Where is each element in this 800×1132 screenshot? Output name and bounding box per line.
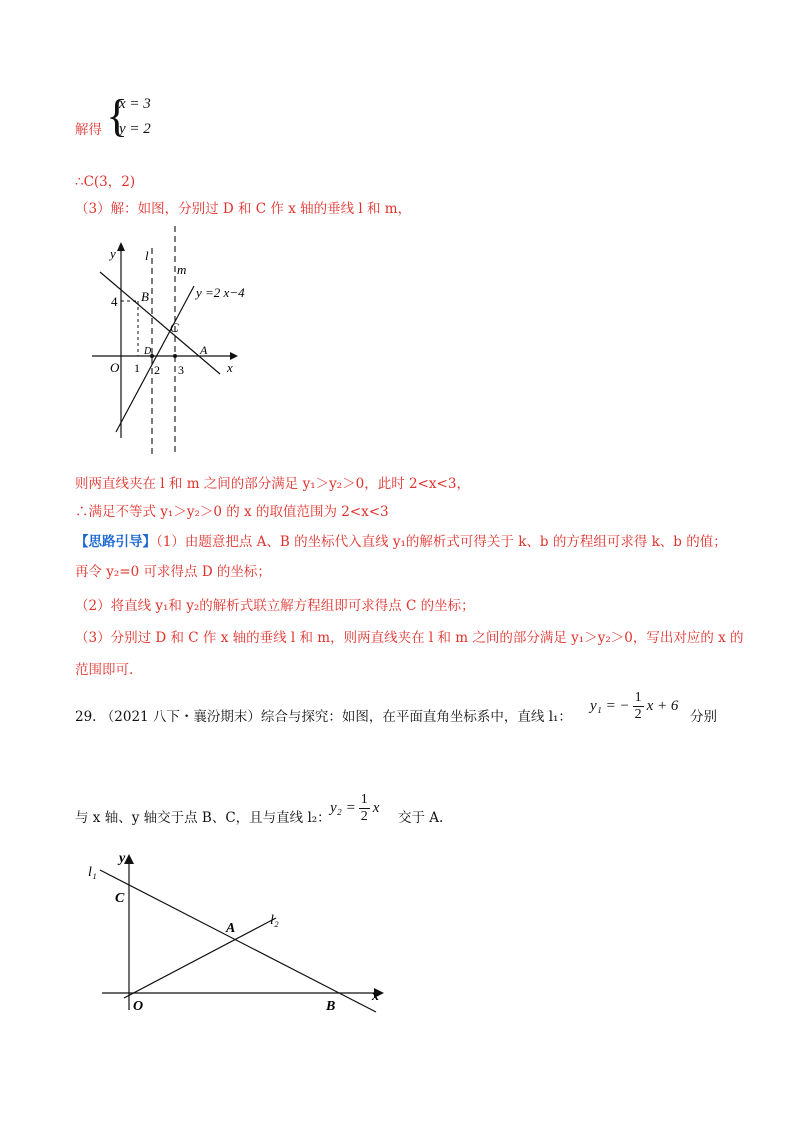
l-line-label: l [145,248,149,263]
eq1-fraction [633,690,644,723]
m-line-label: m [177,262,187,277]
eq1-denominator: 2 [634,707,642,722]
y-axis-label: y [119,851,126,866]
hint-tag: 【思路引导】 [75,534,156,550]
eq2-left: y₂ = [330,800,356,816]
q29-equation-1 [590,690,678,723]
solve-equation-1: x = 3 [119,96,151,112]
origin-label: O [110,360,120,375]
q29-text-a: 29. （2021 八下・襄汾期末）综合与探究：如图，在平面直角坐标系中，直线 l₁： [75,709,572,725]
hint-text-1: （1）由题意把点 A、B 的坐标代入直线 y₁的解析式可得关于 k、b 的方程组可求得 k、b 的值； [156,534,727,550]
y-four-label: 4 [111,294,118,309]
figure-1-graph [90,222,250,462]
line-y2 [116,286,194,432]
x-axis-label: x [372,989,379,1004]
line-l2 [124,918,276,998]
point-c-label: C [115,891,125,906]
point-3 [173,354,177,358]
point-a-label: A [226,921,236,936]
y-axis-arrow [117,242,125,251]
eq1-right: x + 6 [646,698,679,714]
eq2-right: x [372,800,380,816]
hint-line-2: 再令 y₂=0 可求得点 D 的坐标； [75,564,271,580]
point-b-label: B [326,999,336,1014]
x-three-label: 3 [178,363,184,377]
conclusion-line-2: ∴满足不等式 y₁＞y₂＞0 的 x 的取值范围为 2<x<3 [75,504,389,520]
hint-line-1 [75,532,727,552]
line-equation-label: y =2 x−4 [196,285,245,300]
eq2-numerator: 1 [360,792,368,807]
x-axis-label: x [227,360,233,375]
y-axis-arrow [124,854,134,864]
hint-line-3: （2）将直线 y₁和 y₂的解析式联立解方程组即可求得点 C 的坐标； [75,598,475,614]
q29-text-d: 交于 A. [398,810,444,826]
solve-label: 解得 [75,122,102,138]
point-a-label: A [200,343,208,357]
x-axis-arrow [230,352,238,360]
result-point-c: ∴C(3，2) [75,174,136,190]
hint-line-5: 范围即可. [75,662,134,678]
line-l1 [100,870,376,1012]
hint-line-4: （3）分别过 D 和 C 作 x 轴的垂线 l 和 m，则两直线夹在 l 和 m 之间的部分满足 y₁＞y₂＞0，写出对应的 x 的 [75,630,744,646]
point-c-label: C [170,320,179,335]
solve-equation-2: y = 2 [119,121,151,137]
eq2-fraction [359,792,370,825]
q29-text-b: 分别 [690,709,717,725]
l1-label: l₁ [88,865,97,880]
x-one-label: 1 [134,361,140,375]
q29-text-c: 与 x 轴、y 轴交于点 B、C，且与直线 l₂： [75,810,331,826]
figure-2-graph [80,846,390,1026]
left-brace: { [106,90,129,141]
eq1-left: y₁ = − [590,698,630,714]
l2-label: l₂ [270,913,279,928]
eq1-numerator: 1 [634,690,642,705]
part3-intro: （3）解：如图，分别过 D 和 C 作 x 轴的垂线 l 和 m， [75,201,412,217]
origin-label: O [133,999,144,1014]
eq2-denominator: 2 [360,809,368,824]
q29-equation-2 [330,792,379,825]
point-b-label: B [141,289,149,304]
y-axis-label: y [110,246,116,261]
conclusion-line-1: 则两直线夹在 l 和 m 之间的部分满足 y₁＞y₂＞0，此时 2<x<3， [75,476,470,492]
point-d-label: D [144,346,152,357]
x-two-label: 2 [154,363,160,377]
